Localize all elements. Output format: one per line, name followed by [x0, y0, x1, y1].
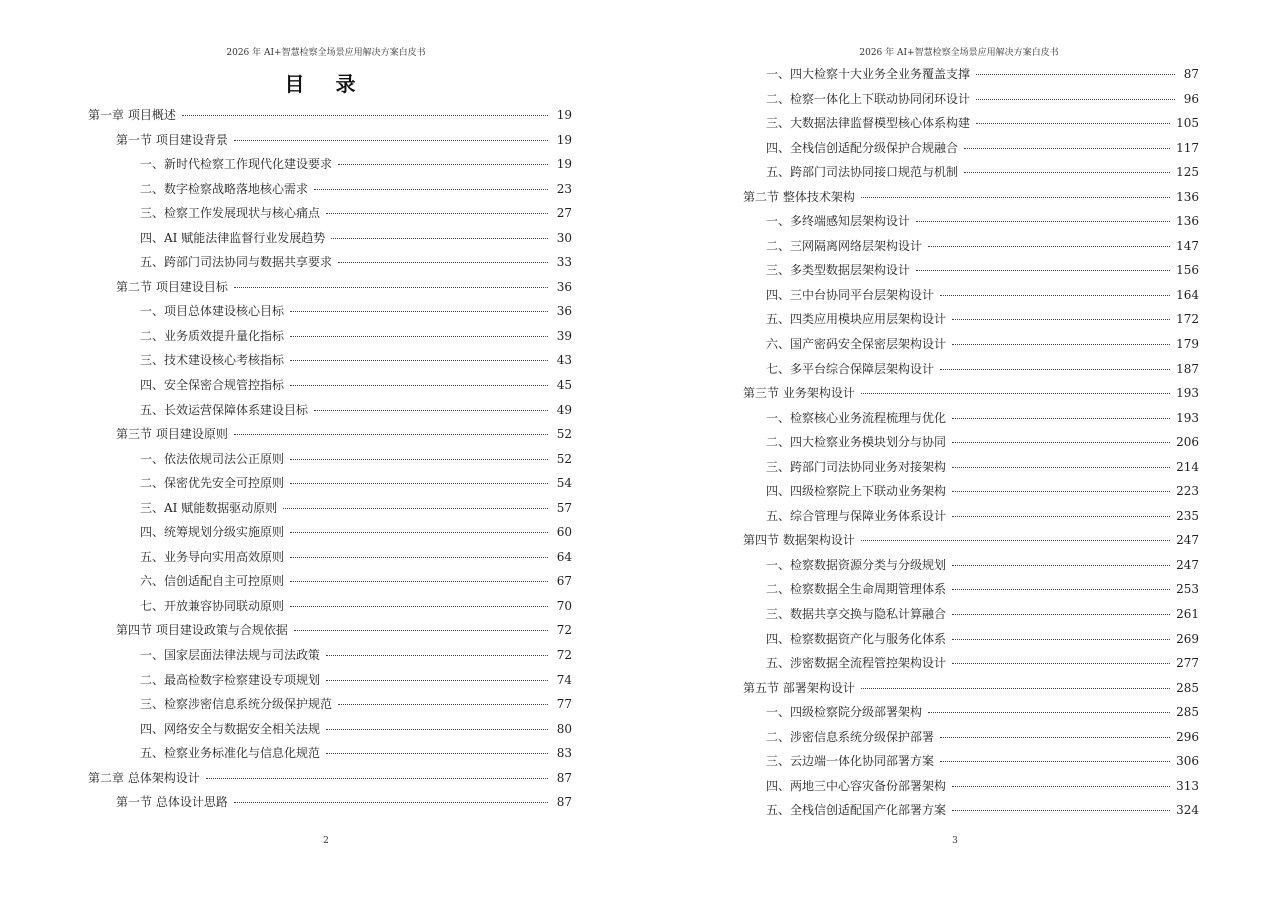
toc-entry-label: 四、四级检察院上下联动业务架构 [766, 484, 947, 499]
toc-entry-page-number: 43 [556, 353, 572, 368]
toc-dot-leader [952, 589, 1170, 590]
toc-entry-label: 七、开放兼容协同联动原则 [140, 598, 285, 613]
toc-entry-page-number: 193 [1176, 386, 1199, 401]
toc-entry-page-number: 19 [556, 157, 572, 172]
toc-entry-label: 第二章 总体架构设计 [88, 770, 200, 785]
toc-entry-label: 五、涉密数据全流程管控架构设计 [766, 656, 947, 671]
toc-entry-label: 二、检察一体化上下联动协同闭环设计 [766, 91, 971, 106]
toc-entry-page-number: 87 [556, 770, 572, 785]
toc-subsection-entry[interactable] [88, 177, 572, 202]
toc-entry-label: 第四节 数据架构设计 [743, 533, 855, 548]
toc-entry-label: 二、最高检数字检察建设专项规划 [140, 672, 321, 687]
toc-chapter-entry[interactable] [88, 103, 572, 128]
toc-subsection-entry[interactable] [743, 209, 1199, 234]
toc-entry-page-number: 136 [1176, 189, 1199, 204]
toc-dot-leader [952, 418, 1170, 419]
toc-entry-label: 二、检察数据全生命周期管理体系 [766, 582, 947, 597]
toc-dot-leader [940, 761, 1170, 762]
toc-dot-leader [314, 410, 548, 411]
toc-entry-page-number: 60 [556, 525, 572, 540]
toc-section-entry[interactable] [743, 528, 1199, 553]
toc-dot-leader [952, 810, 1170, 811]
toc-subsection-entry[interactable] [743, 160, 1199, 185]
toc-entry-label: 五、跨部门司法协同接口规范与机制 [766, 165, 959, 180]
toc-section-entry[interactable] [88, 618, 572, 643]
toc-subsection-entry[interactable] [743, 234, 1199, 259]
toc-entry-page-number: 27 [556, 206, 572, 221]
toc-section-entry[interactable] [743, 185, 1199, 210]
toc-dot-leader [294, 630, 548, 631]
table-of-contents [743, 62, 1199, 823]
toc-dot-leader [940, 295, 1170, 296]
toc-entry-page-number: 277 [1176, 656, 1199, 671]
toc-entry-page-number: 54 [556, 476, 572, 491]
toc-entry-page-number: 67 [556, 574, 572, 589]
toc-entry-label: 第五节 部署架构设计 [743, 680, 855, 695]
toc-entry-page-number: 193 [1176, 410, 1199, 425]
toc-entry-label: 三、检察工作发展现状与核心痛点 [140, 206, 321, 221]
toc-subsection-entry[interactable] [743, 725, 1199, 750]
toc-section-entry[interactable] [88, 275, 572, 300]
toc-entry-page-number: 269 [1176, 631, 1199, 646]
toc-entry-label: 二、数字检察战略落地核心需求 [140, 181, 309, 196]
toc-dot-leader [861, 688, 1170, 689]
toc-subsection-entry[interactable] [743, 283, 1199, 308]
toc-dot-leader [916, 221, 1170, 222]
toc-entry-label: 一、项目总体建设核心目标 [140, 304, 285, 319]
toc-entry-label: 第三节 项目建设原则 [116, 427, 228, 442]
toc-title: 目 录 [284, 72, 368, 96]
toc-dot-leader [206, 778, 548, 779]
toc-entry-page-number: 57 [556, 500, 572, 515]
toc-subsection-entry[interactable] [88, 594, 572, 619]
toc-subsection-entry[interactable] [88, 250, 572, 275]
toc-entry-label: 第一章 项目概述 [88, 108, 176, 122]
toc-dot-leader [326, 680, 548, 681]
toc-entry-label: 四、两地三中心容灾备份部署架构 [766, 778, 947, 793]
toc-subsection-entry[interactable] [88, 201, 572, 226]
toc-dot-leader [234, 140, 548, 141]
toc-entry-label: 一、检察数据资源分类与分级规划 [766, 557, 947, 572]
toc-entry-label: 三、AI 赋能数据驱动原则 [140, 500, 278, 515]
toc-entry-page-number: 23 [556, 181, 572, 196]
toc-dot-leader [290, 483, 548, 484]
toc-subsection-entry[interactable] [88, 324, 572, 349]
toc-entry-page-number: 206 [1176, 435, 1199, 450]
toc-entry-page-number: 306 [1176, 754, 1199, 769]
toc-entry-label: 一、四大检察十大业务全业务覆盖支撑 [766, 67, 971, 81]
toc-subsection-entry[interactable] [743, 504, 1199, 529]
toc-dot-leader [952, 639, 1170, 640]
toc-dot-leader [952, 614, 1170, 615]
toc-subsection-entry[interactable] [88, 496, 572, 521]
toc-dot-leader [976, 74, 1175, 75]
toc-entry-page-number: 136 [1176, 214, 1199, 229]
toc-subsection-entry[interactable] [88, 299, 572, 324]
toc-dot-leader [952, 491, 1170, 492]
toc-dot-leader [290, 581, 548, 582]
toc-dot-leader [952, 516, 1170, 517]
toc-entry-page-number: 187 [1176, 361, 1199, 376]
toc-subsection-entry[interactable] [88, 668, 572, 693]
toc-entry-label: 第二节 整体技术架构 [743, 189, 855, 204]
toc-dot-leader [234, 802, 548, 803]
toc-entry-label: 四、检察数据资产化与服务化体系 [766, 631, 947, 646]
toc-subsection-entry[interactable] [743, 332, 1199, 357]
page-header: 2026 年 AI+智慧检察全场景应用解决方案白皮书 [226, 48, 426, 58]
toc-entry-page-number: 214 [1176, 459, 1199, 474]
toc-entry-label: 四、安全保密合规管控指标 [140, 378, 285, 393]
toc-entry-page-number: 96 [1183, 91, 1199, 106]
toc-entry-label: 五、检察业务标准化与信息化规范 [140, 746, 321, 761]
toc-subsection-entry[interactable] [743, 258, 1199, 283]
toc-entry-label: 六、国产密码安全保密层架构设计 [766, 337, 947, 352]
toc-dot-leader [290, 360, 548, 361]
toc-entry-page-number: 285 [1176, 680, 1199, 695]
toc-entry-label: 一、新时代检察工作现代化建设要求 [140, 157, 333, 172]
toc-entry-label: 第二节 项目建设目标 [116, 279, 228, 294]
toc-subsection-entry[interactable] [88, 692, 572, 717]
toc-entry-label: 二、三网隔离网络层架构设计 [766, 238, 923, 253]
toc-entry-label: 一、依法依规司法公正原则 [140, 451, 285, 466]
toc-entry-page-number: 52 [556, 451, 572, 466]
toc-subsection-entry[interactable] [743, 602, 1199, 627]
toc-entry-label: 一、四级检察院分级部署架构 [766, 705, 923, 720]
toc-entry-page-number: 164 [1176, 287, 1199, 302]
toc-entry-page-number: 36 [556, 279, 572, 294]
toc-subsection-entry[interactable] [88, 545, 572, 570]
toc-entry-page-number: 72 [556, 623, 572, 638]
toc-subsection-entry[interactable] [88, 741, 572, 766]
toc-dot-leader [976, 99, 1175, 100]
toc-subsection-entry[interactable] [743, 111, 1199, 136]
toc-dot-leader [928, 712, 1170, 713]
toc-entry-page-number: 19 [556, 108, 572, 122]
toc-dot-leader [338, 704, 548, 705]
toc-entry-page-number: 80 [556, 721, 572, 736]
toc-dot-leader [234, 287, 548, 288]
toc-entry-page-number: 253 [1176, 582, 1199, 597]
toc-dot-leader [964, 148, 1170, 149]
toc-entry-page-number: 30 [556, 230, 572, 245]
toc-dot-leader [290, 606, 548, 607]
toc-entry-page-number: 49 [556, 402, 572, 417]
toc-entry-label: 三、检察涉密信息系统分级保护规范 [140, 697, 333, 712]
toc-entry-label: 四、全栈信创适配分级保护合规融合 [766, 140, 959, 155]
toc-entry-page-number: 87 [1183, 67, 1199, 81]
toc-dot-leader [940, 369, 1170, 370]
toc-subsection-entry[interactable] [743, 87, 1199, 112]
toc-dot-leader [326, 213, 548, 214]
toc-subsection-entry[interactable] [743, 406, 1199, 431]
toc-entry-page-number: 147 [1176, 238, 1199, 253]
toc-entry-page-number: 87 [556, 795, 572, 810]
toc-entry-label: 七、多平台综合保障层架构设计 [766, 361, 935, 376]
toc-subsection-entry[interactable] [743, 651, 1199, 676]
toc-entry-page-number: 72 [556, 648, 572, 663]
toc-entry-page-number: 156 [1176, 263, 1199, 278]
toc-subsection-entry[interactable] [743, 749, 1199, 774]
table-of-contents [88, 103, 572, 815]
toc-entry-page-number: 74 [556, 672, 572, 687]
toc-entry-label: 五、长效运营保障体系建设目标 [140, 402, 309, 417]
toc-dot-leader [290, 532, 548, 533]
toc-entry-page-number: 324 [1176, 803, 1199, 818]
toc-dot-leader [290, 311, 548, 312]
toc-entry-page-number: 39 [556, 328, 572, 343]
toc-entry-label: 三、跨部门司法协同业务对接架构 [766, 459, 947, 474]
toc-chapter-entry[interactable] [88, 766, 572, 791]
toc-subsection-entry[interactable] [88, 152, 572, 177]
document-page-left [0, 0, 632, 898]
toc-entry-label: 五、业务导向实用高效原则 [140, 549, 285, 564]
toc-entry-page-number: 313 [1176, 778, 1199, 793]
toc-entry-page-number: 179 [1176, 337, 1199, 352]
toc-subsection-entry[interactable] [88, 569, 572, 594]
toc-entry-page-number: 45 [556, 378, 572, 393]
toc-subsection-entry[interactable] [88, 717, 572, 742]
toc-entry-page-number: 77 [556, 697, 572, 712]
toc-entry-page-number: 36 [556, 304, 572, 319]
toc-entry-label: 三、多类型数据层架构设计 [766, 263, 911, 278]
toc-entry-label: 一、国家层面法律法规与司法政策 [140, 648, 321, 663]
toc-dot-leader [290, 557, 548, 558]
toc-entry-page-number: 52 [556, 427, 572, 442]
toc-dot-leader [861, 197, 1170, 198]
page-number: 3 [952, 836, 958, 846]
toc-entry-label: 三、数据共享交换与隐私计算融合 [766, 607, 947, 622]
toc-dot-leader [182, 115, 548, 116]
toc-entry-label: 五、综合管理与保障业务体系设计 [766, 508, 947, 523]
toc-subsection-entry[interactable] [88, 520, 572, 545]
toc-dot-leader [964, 172, 1170, 173]
toc-dot-leader [338, 262, 548, 263]
toc-entry-page-number: 235 [1176, 508, 1199, 523]
toc-subsection-entry[interactable] [88, 348, 572, 373]
toc-subsection-entry[interactable] [88, 226, 572, 251]
toc-dot-leader [326, 655, 548, 656]
toc-entry-label: 第一节 项目建设背景 [116, 132, 228, 147]
toc-entry-label: 四、AI 赋能法律监督行业发展趋势 [140, 230, 326, 245]
toc-dot-leader [331, 238, 548, 239]
toc-dot-leader [314, 189, 548, 190]
toc-dot-leader [326, 753, 548, 754]
toc-dot-leader [861, 393, 1170, 394]
toc-entry-page-number: 19 [556, 132, 572, 147]
toc-dot-leader [234, 434, 548, 435]
toc-entry-page-number: 247 [1176, 557, 1199, 572]
toc-subsection-entry[interactable] [743, 307, 1199, 332]
toc-dot-leader [928, 246, 1170, 247]
toc-entry-page-number: 70 [556, 598, 572, 613]
toc-dot-leader [952, 319, 1170, 320]
toc-entry-label: 二、业务质效提升量化指标 [140, 328, 285, 343]
toc-dot-leader [326, 729, 548, 730]
toc-entry-label: 三、技术建设核心考核指标 [140, 353, 285, 368]
toc-entry-label: 五、跨部门司法协同与数据共享要求 [140, 255, 333, 270]
toc-subsection-entry[interactable] [743, 62, 1199, 87]
toc-section-entry[interactable] [743, 676, 1199, 701]
toc-entry-page-number: 117 [1176, 140, 1199, 155]
toc-entry-label: 第三节 业务架构设计 [743, 386, 855, 401]
toc-subsection-entry[interactable] [88, 643, 572, 668]
toc-dot-leader [916, 270, 1170, 271]
toc-entry-page-number: 33 [556, 255, 572, 270]
toc-subsection-entry[interactable] [743, 479, 1199, 504]
toc-subsection-entry[interactable] [743, 798, 1199, 823]
toc-entry-page-number: 261 [1176, 607, 1199, 622]
toc-section-entry[interactable] [743, 381, 1199, 406]
toc-subsection-entry[interactable] [743, 774, 1199, 799]
toc-entry-label: 六、信创适配自主可控原则 [140, 574, 285, 589]
toc-entry-label: 三、云边端一体化协同部署方案 [766, 754, 935, 769]
toc-entry-page-number: 83 [556, 746, 572, 761]
document-page-right [633, 0, 1265, 898]
toc-subsection-entry[interactable] [743, 627, 1199, 652]
toc-subsection-entry[interactable] [743, 136, 1199, 161]
toc-dot-leader [338, 164, 548, 165]
toc-entry-page-number: 172 [1176, 312, 1199, 327]
toc-subsection-entry[interactable] [743, 455, 1199, 480]
toc-dot-leader [940, 737, 1170, 738]
toc-dot-leader [952, 344, 1170, 345]
toc-entry-label: 第一节 总体设计思路 [116, 795, 228, 810]
toc-entry-page-number: 247 [1176, 533, 1199, 548]
toc-subsection-entry[interactable] [743, 553, 1199, 578]
toc-entry-label: 二、保密优先安全可控原则 [140, 476, 285, 491]
toc-section-entry[interactable] [88, 422, 572, 447]
page-header: 2026 年 AI+智慧检察全场景应用解决方案白皮书 [859, 48, 1059, 58]
toc-dot-leader [861, 540, 1170, 541]
toc-dot-leader [952, 663, 1170, 664]
toc-entry-label: 五、四类应用模块应用层架构设计 [766, 312, 947, 327]
toc-entry-label: 二、四大检察业务模块划分与协同 [766, 435, 947, 450]
toc-subsection-entry[interactable] [88, 398, 572, 423]
toc-dot-leader [952, 786, 1170, 787]
toc-entry-label: 四、三中台协同平台层架构设计 [766, 287, 935, 302]
toc-entry-page-number: 64 [556, 549, 572, 564]
toc-dot-leader [976, 123, 1170, 124]
page-number: 2 [323, 836, 329, 846]
toc-subsection-entry[interactable] [743, 357, 1199, 382]
toc-entry-label: 一、检察核心业务流程梳理与优化 [766, 410, 947, 425]
toc-section-entry[interactable] [88, 790, 572, 815]
toc-entry-page-number: 105 [1176, 116, 1199, 131]
toc-entry-label: 第四节 项目建设政策与合规依据 [116, 623, 288, 638]
toc-dot-leader [952, 565, 1170, 566]
toc-subsection-entry[interactable] [88, 471, 572, 496]
toc-subsection-entry[interactable] [88, 447, 572, 472]
toc-section-entry[interactable] [88, 128, 572, 153]
toc-entry-label: 四、统筹规划分级实施原则 [140, 525, 285, 540]
toc-entry-label: 二、涉密信息系统分级保护部署 [766, 729, 935, 744]
toc-entry-label: 五、全栈信创适配国产化部署方案 [766, 803, 947, 818]
toc-entry-page-number: 296 [1176, 729, 1199, 744]
toc-entry-label: 三、大数据法律监督模型核心体系构建 [766, 116, 971, 131]
toc-subsection-entry[interactable] [743, 430, 1199, 455]
toc-entry-page-number: 223 [1176, 484, 1199, 499]
toc-dot-leader [952, 442, 1170, 443]
toc-entry-label: 一、多终端感知层架构设计 [766, 214, 911, 229]
toc-subsection-entry[interactable] [743, 577, 1199, 602]
toc-dot-leader [290, 385, 548, 386]
toc-dot-leader [952, 467, 1170, 468]
toc-entry-label: 四、网络安全与数据安全相关法规 [140, 721, 321, 736]
toc-entry-page-number: 125 [1176, 165, 1199, 180]
toc-subsection-entry[interactable] [88, 373, 572, 398]
toc-dot-leader [283, 508, 548, 509]
toc-entry-page-number: 285 [1176, 705, 1199, 720]
toc-subsection-entry[interactable] [743, 700, 1199, 725]
toc-dot-leader [290, 459, 548, 460]
toc-dot-leader [290, 336, 548, 337]
